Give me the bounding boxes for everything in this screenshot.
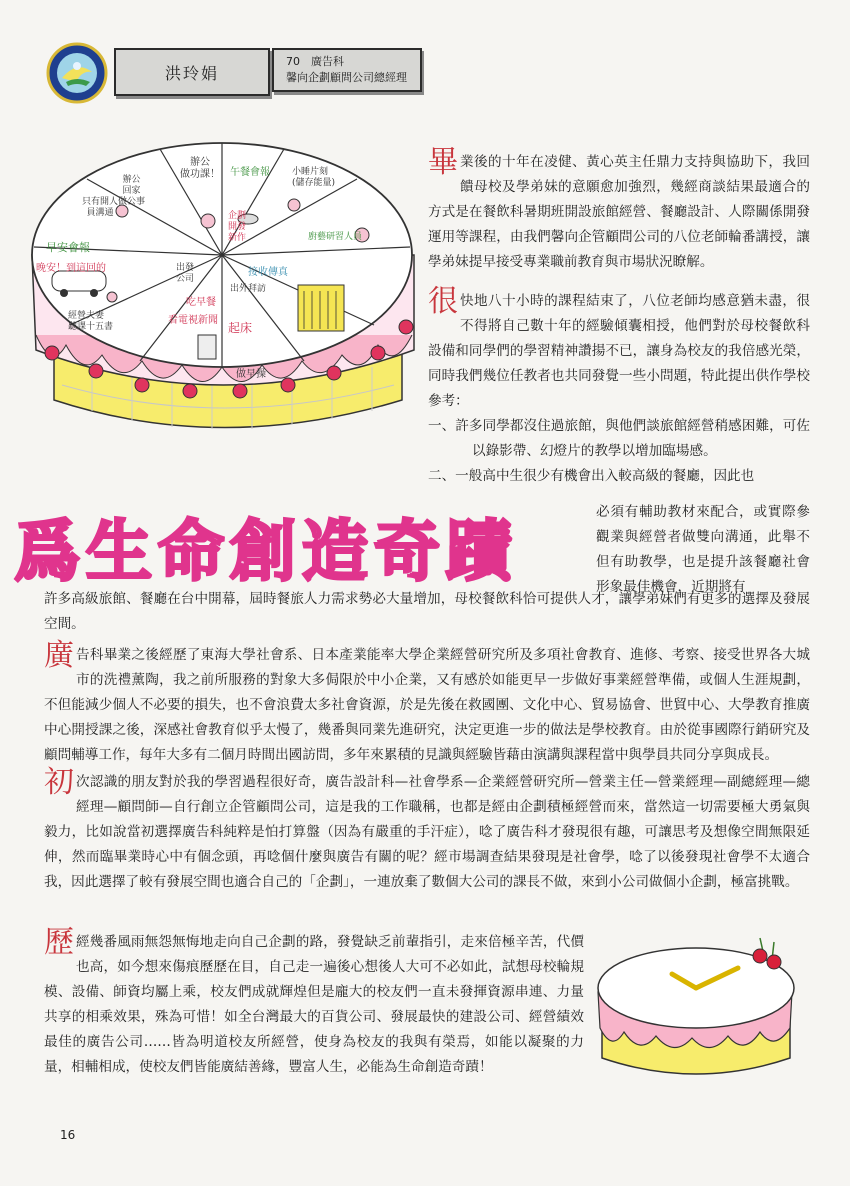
drop-cap: 很 xyxy=(428,284,458,319)
paragraph: 畢業後的十年在凌健、黃心英主任鼎力支持與協助下，我回饋母校及學弟妹的意願愈加強烈，幾經商談結果最適合的方式是在餐飲科暑期班開設旅館經營、餐廳設計、人際關係開發運用等課程，由我們馨向企管顧問公司的八位老師輪番講授，讓學弟妹提早接受專業職前教育與市場狀況瞭解。 xyxy=(428,145,810,270)
list-item: 一、許多同學都沒住過旅館，與他們談旅館經營稍感困難，可佐以錄影帶、幻燈片的教學以增加臨場感。 xyxy=(428,418,810,459)
position-line: 馨向企劃顧問公司總經理 xyxy=(286,71,407,84)
paragraph: 初次認識的朋友對於我的學習過程很好奇，廣告設計科—社會學系—企業經營研究所—營業主任—營業經理—副總經理—總經理—顧問師—自行創立企管顧問公司，這是我的工作職稱，也都是經由企劃積極經營而來，當然這一切需要極大勇氣與毅力，比如說當初選擇廣告科純粹是怕打算盤（因為有嚴重的手汗症），唸了廣告科才發現很有趣，可讓思考及想像空間無限延伸，然而臨畢業時心中有個念頭，再唸個什麼與廣告有關的呢？經市場調查結果發現是社會學，唸了以後發現社會學不太適合我，因此選擇了較有發展空間也適合自己的「企劃」，一連放棄了數個大公司的課長不做，來到小公司做個小企劃，極富挑戰。 xyxy=(44,765,810,890)
slice-label: 起床 xyxy=(228,321,253,335)
article-body xyxy=(44,587,810,895)
paragraph: 廣告科畢業之後經歷了東海大學社會系、日本產業能率大學企業經營研究所及多項社會教育、進修、考察、接受世界各大城市的洗禮薰陶，我之前所服務的對象大多侷限於中小企業，又有感於如能更早一步做好事業經營準備，或個人生涯規劃，不但能減少個人不必要的損失，也不會浪費太多社會資源，於是先後在救國團、文化中心、貿易協會、世貿中心、大學教育推廣中心開授課之後，深感社會教育似乎太慢了，幾番與同業先進研究，決定更進一步的做法是學校教育。由於從事國際行銷研究及顧問輔導工作，每年大多有二個月時間出國訪問，多年來累積的見識與經驗皆藉由演講與課程當中與學員共同分享與成長。 xyxy=(44,638,810,763)
paragraph: 歷經幾番風雨無怨無悔地走向自己企劃的路，發覺缺乏前輩指引，走來倍極辛苦，代價也高，如今想來傷痕歷歷在目，自己走一遍後心想後人大可不必如此，試想母校輪規模、設備、師資均屬上乘，校友們成就輝煌但是龐大的校友們一直未發揮資源串連、力量共享的相乘效果，殊為可惜！如全台灣最大的百貨公司、發展最快的建設公司、經營績效最佳的廣告公司……皆為明道校友所經營，使身為校友的我與有榮焉，如能以凝聚的力量，相輔相成，使校友們皆能廣結善緣，豐富人生，必能為生命創造奇蹟！ xyxy=(44,925,584,1075)
slice-label: 早安會報 xyxy=(46,241,90,254)
paragraph: 很快地八十小時的課程結束了，八位老師均感意猶未盡，很不得將自己數十年的經驗傾囊相授，他們對於母校餐飲科設備和同學們的學習精神讚揚不已，讓身為校友的我倍感光榮，同時我們幾位任教者也共同發覺一些小問題，特此提出供作學校參考： xyxy=(428,284,810,409)
drop-cap: 初 xyxy=(44,765,74,800)
slice-label: 只有開人 員溝通 xyxy=(82,197,119,218)
slice-label: 做早操 xyxy=(236,369,266,380)
daily-schedule-cake-illustration xyxy=(22,135,422,440)
slice-label: 小睡片刻 (儲存能量) xyxy=(292,167,336,188)
slice-label: 經營夫妻 聽課十五書 xyxy=(68,311,114,332)
drop-cap: 廣 xyxy=(44,638,74,673)
page-number: 16 xyxy=(60,1128,76,1142)
author-name: 洪玲娟 xyxy=(114,48,270,96)
slice-label: 吃早餐 xyxy=(186,297,216,308)
article-intro-column xyxy=(428,145,810,489)
class-line: 70 廣告科 xyxy=(286,55,344,68)
list-item: 二、一般高中生很少有機會出入較高級的餐廳，因此也 xyxy=(428,468,755,484)
slice-label: 出外拜訪 xyxy=(230,284,267,294)
slice-label: 出發 公司 xyxy=(176,263,195,284)
drop-cap: 畢 xyxy=(428,145,458,180)
slice-label: 辦公 做功課！ xyxy=(180,157,220,180)
slice-label: 看電視新聞 xyxy=(168,315,218,326)
list-item-continued: 必須有輔助教材來配合，或實際參觀業與經營者做雙向溝通，此舉不但有助教學，也是提升該餐廳社會形象最佳機會，近期將有 xyxy=(596,504,810,595)
slice-label: 企劃 開發 新作 xyxy=(228,211,247,243)
slice-label: 午餐會報 xyxy=(230,167,270,178)
author-info-box xyxy=(272,48,422,92)
paragraph: 許多高級旅館、餐廳在台中開幕，屆時餐旅人力需求勢必大量增加，母校餐飲科恰可提供人才，讓學弟妹們有更多的選擇及發展空間。 xyxy=(44,591,810,632)
slice-label: 接收傳真 xyxy=(248,267,288,278)
slice-label: 辦公 回家 做公事 xyxy=(118,175,146,207)
school-badge-logo xyxy=(46,42,108,104)
slice-label: 晚安！到這回的 xyxy=(36,263,106,274)
clock-cake-illustration xyxy=(588,928,804,1088)
article-title: 爲生命創造奇蹟 xyxy=(14,513,518,590)
slice-label: 廚藝研習人員 xyxy=(308,232,363,242)
drop-cap: 歷 xyxy=(44,925,74,960)
